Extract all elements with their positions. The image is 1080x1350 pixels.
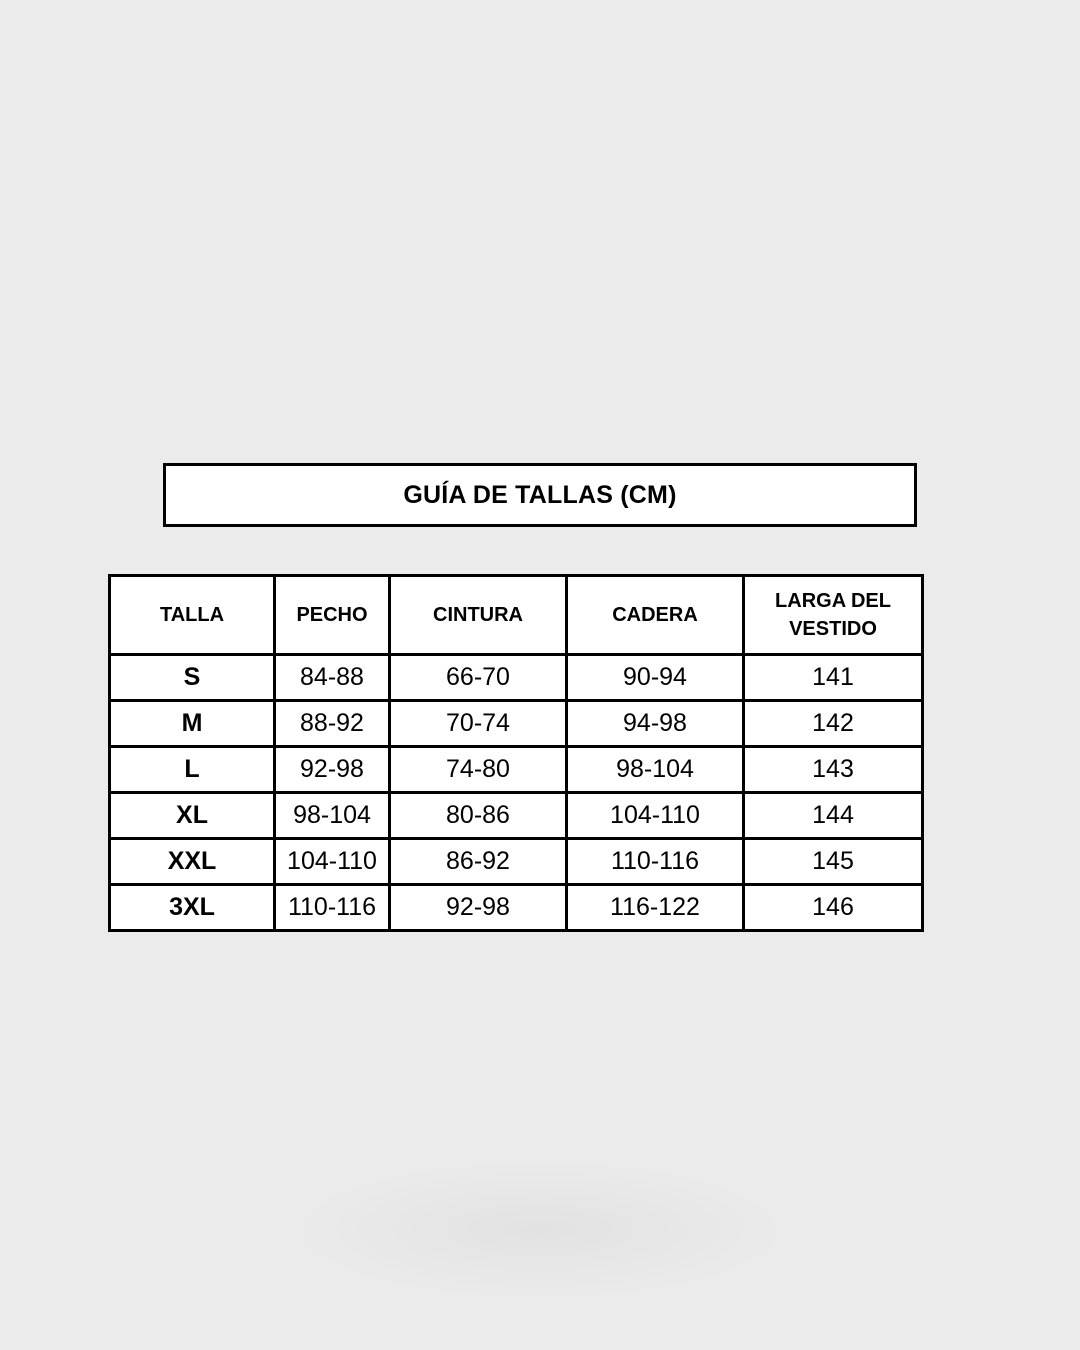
- size-cell: M: [110, 701, 275, 747]
- cintura-cell: 70-74: [390, 701, 567, 747]
- size-cell: XXL: [110, 839, 275, 885]
- cintura-cell: 92-98: [390, 885, 567, 931]
- cintura-cell: 66-70: [390, 655, 567, 701]
- cadera-cell: 110-116: [567, 839, 744, 885]
- cadera-cell: 116-122: [567, 885, 744, 931]
- background-shadow: [290, 1160, 790, 1300]
- cintura-cell: 74-80: [390, 747, 567, 793]
- header-cintura: CINTURA: [390, 576, 567, 655]
- table-row: [110, 793, 923, 839]
- cintura-cell: 80-86: [390, 793, 567, 839]
- pecho-cell: 84-88: [275, 655, 390, 701]
- table-row: [110, 655, 923, 701]
- header-pecho: PECHO: [275, 576, 390, 655]
- cadera-cell: 90-94: [567, 655, 744, 701]
- cintura-cell: 86-92: [390, 839, 567, 885]
- table-header-row: [110, 576, 923, 655]
- size-cell: S: [110, 655, 275, 701]
- larga-cell: 143: [744, 747, 923, 793]
- pecho-cell: 92-98: [275, 747, 390, 793]
- size-table: [108, 574, 924, 932]
- larga-cell: 145: [744, 839, 923, 885]
- size-guide-title: GUÍA DE TALLAS (CM): [163, 463, 917, 527]
- cadera-cell: 104-110: [567, 793, 744, 839]
- pecho-cell: 104-110: [275, 839, 390, 885]
- header-larga-del-vestido: LARGA DEL VESTIDO: [744, 576, 923, 655]
- table-row: [110, 701, 923, 747]
- cadera-cell: 94-98: [567, 701, 744, 747]
- larga-cell: 144: [744, 793, 923, 839]
- larga-cell: 146: [744, 885, 923, 931]
- table-row: [110, 885, 923, 931]
- table-row: [110, 839, 923, 885]
- size-cell: L: [110, 747, 275, 793]
- cadera-cell: 98-104: [567, 747, 744, 793]
- pecho-cell: 88-92: [275, 701, 390, 747]
- pecho-cell: 98-104: [275, 793, 390, 839]
- pecho-cell: 110-116: [275, 885, 390, 931]
- size-cell: XL: [110, 793, 275, 839]
- larga-cell: 142: [744, 701, 923, 747]
- size-cell: 3XL: [110, 885, 275, 931]
- larga-cell: 141: [744, 655, 923, 701]
- header-cadera: CADERA: [567, 576, 744, 655]
- table-row: [110, 747, 923, 793]
- header-talla: TALLA: [110, 576, 275, 655]
